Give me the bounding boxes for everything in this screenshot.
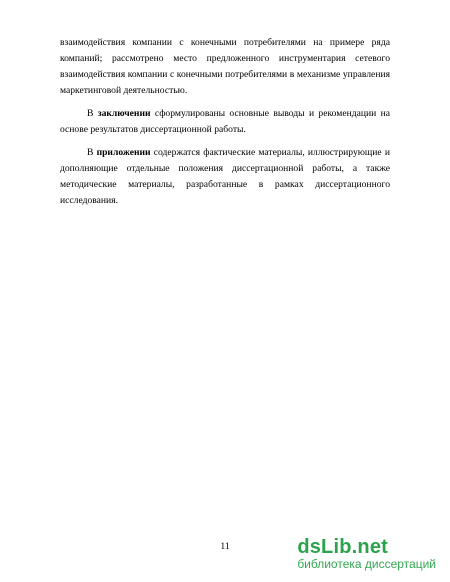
paragraph-bold-term: заключении (97, 108, 151, 119)
paragraph-bold-term: приложении (96, 147, 151, 158)
watermark-logo: dsLib.net (297, 536, 388, 558)
paragraph-text: взаимодействия компании с конечными потребителями на примере ряда компаний; рассмотрено место предложенного инструментария сетевого взаимодействия компании с конечными потребителями в механизме управления маркетинговой деятельностью. (60, 37, 390, 96)
paragraph-appendix (60, 145, 390, 209)
paragraph-intro: В (87, 108, 98, 119)
watermark-tagline: библиотека диссертаций (297, 557, 436, 571)
watermark (297, 537, 436, 571)
paragraph-text: сформулированы основные выводы и рекомендации на основе результатов диссертационной работы. (60, 108, 390, 135)
paragraph-continuation (60, 35, 390, 99)
paragraph-text: содержатся фактические материалы, иллюстрирующие и дополняющие отдельные положения диссертационной работы, а также методические материалы, разработанные в рамках диссертационного исследования. (60, 147, 390, 206)
body-text (60, 35, 390, 216)
page-number: 11 (220, 541, 230, 552)
paragraph-intro: В (87, 147, 97, 158)
paragraph-conclusion (60, 106, 390, 138)
